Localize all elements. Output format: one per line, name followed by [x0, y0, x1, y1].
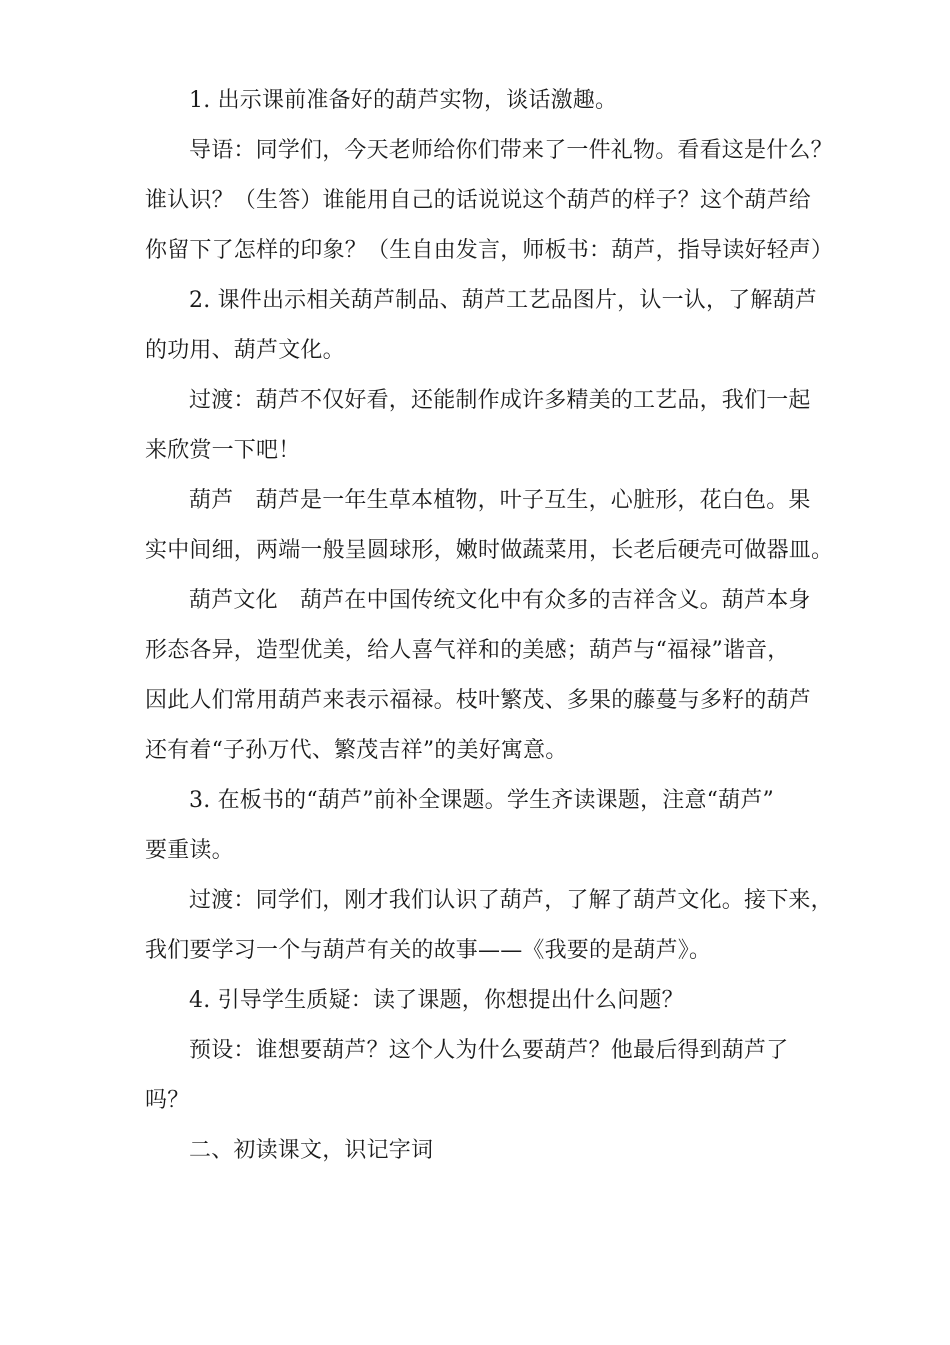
paragraph-line-intro-3: 你留下了怎样的印象？（生自由发言，师板书：葫芦，指导读好轻声） [145, 238, 834, 263]
paragraph-line-preset-1: 预设：谁想要葫芦？这个人为什么要葫芦？他最后得到葫芦了 [189, 1038, 789, 1063]
paragraph-line-transition1-2: 来欣赏一下吧！ [145, 438, 301, 463]
paragraph-line-transition2-1: 过渡：同学们，刚才我们认识了葫芦，了解了葫芦文化。接下来， [189, 888, 833, 913]
paragraph-line-step3-2: 要重读。 [145, 838, 234, 863]
paragraph-line-step2-2: 的功用、葫芦文化。 [145, 338, 345, 363]
paragraph-line-culture-4: 还有着“子孙万代、繁茂吉祥”的美好寓意。 [145, 738, 568, 763]
paragraph-line-intro-1: 导语：同学们，今天老师给你们带来了一件礼物。看看这是什么？ [189, 138, 833, 163]
paragraph-line-step3-1: 3. 在板书的“葫芦”前补全课题。学生齐读课题，注意“葫芦” [189, 788, 774, 813]
paragraph-line-intro-2: 谁认识？（生答）谁能用自己的话说说这个葫芦的样子？这个葫芦给 [145, 188, 812, 213]
paragraph-line-step1: 1. 出示课前准备好的葫芦实物，谈话激趣。 [189, 88, 618, 113]
paragraph-line-transition2-2: 我们要学习一个与葫芦有关的故事——《我要的是葫芦》。 [145, 938, 712, 963]
paragraph-line-culture-3: 因此人们常用葫芦来表示福禄。枝叶繁茂、多果的藤蔓与多籽的葫芦 [145, 688, 812, 713]
document-body [145, 76, 845, 1176]
paragraph-line-culture-2: 形态各异，造型优美，给人喜气祥和的美感；葫芦与“福禄”谐音， [145, 638, 790, 663]
paragraph-line-culture-1: 葫芦文化 葫芦在中国传统文化中有众多的吉祥含义。葫芦本身 [189, 588, 811, 613]
paragraph-line-step4: 4. 引导学生质疑：读了课题，你想提出什么问题？ [189, 988, 684, 1013]
paragraph-line-preset-2: 吗？ [145, 1088, 190, 1113]
paragraph-line-step2-1: 2. 课件出示相关葫芦制品、葫芦工艺品图片，认一认，了解葫芦 [189, 288, 817, 313]
paragraph-line-transition1-1: 过渡：葫芦不仅好看，还能制作成许多精美的工艺品，我们一起 [189, 388, 811, 413]
section-heading: 二、初读课文，识记字词 [189, 1138, 434, 1163]
paragraph-line-hulu-2: 实中间细，两端一般呈圆球形，嫩时做蔬菜用，长老后硬壳可做器皿。 [145, 538, 834, 563]
paragraph-line-hulu-1: 葫芦 葫芦是一年生草本植物，叶子互生，心脏形，花白色。果 [189, 488, 811, 513]
